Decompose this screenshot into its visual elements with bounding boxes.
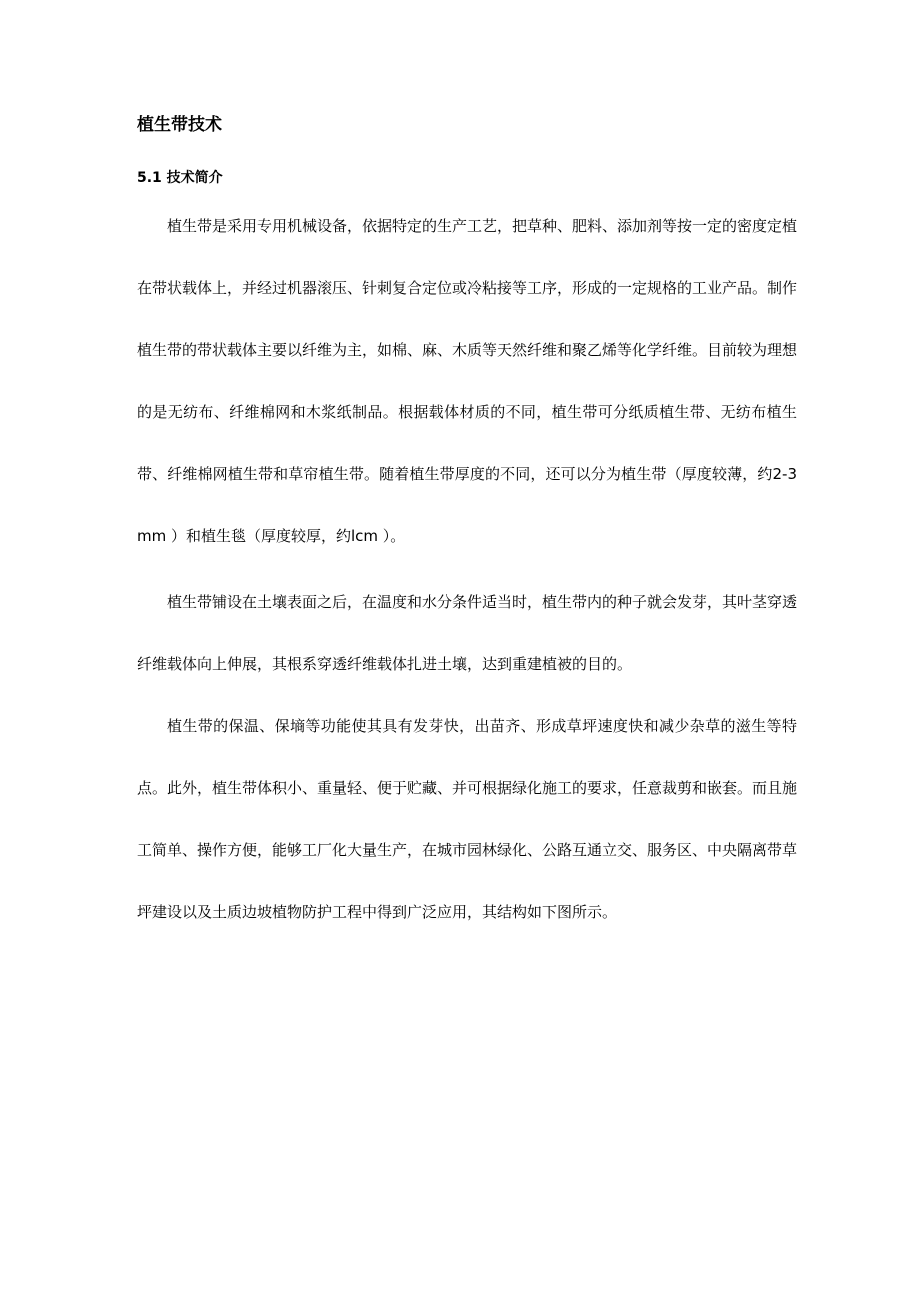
paragraph-germination: 植生带铺设在土壤表面之后，在温度和水分条件适当时，植生带内的种子就会发芽，其叶茎穿透纤维载体向上伸展，其根系穿透纤维载体扎进土壤，达到重建植被的目的。 [137, 593, 798, 673]
section-heading: 5.1 技术简介 [137, 170, 223, 186]
paragraph-features: 植生带的保温、保墒等功能使其具有发芽快，出苗齐、形成草坪速度快和减少杂草的滋生等特点。此外，植生带体积小、重量轻、便于贮藏、并可根据绿化施工的要求，任意裁剪和嵌套。而且施工简单、操作方便，能够工厂化大量生产，在城市园林绿化、公路互通立交、服务区、中央隔离带草坪建设以及土质边坡植物防护工程中得到广泛应用，其结构如下图所示。 [137, 717, 798, 921]
paragraph-intro: 植生带是采用专用机械设备，依据特定的生产工艺，把草种、肥料、添加剂等按一定的密度定植在带状载体上，并经过机器滚压、针刺复合定位或冷粘接等工序，形成的一定规格的工业产品。制作植生带的带状载体主要以纤维为主，如棉、麻、木质等天然纤维和聚乙烯等化学纤维。目前较为理想的是无纺布、纤维棉网和木浆纸制品。根据载体材质的不同，植生带可分纸质植生带、无纺布植生带、纤维棉网植生带和草帘植生带。随着植生带厚度的不同，还可以分为植生带（厚度较薄，约2-3mm ）和植生毯（厚度较厚，约lcm ）。 [137, 217, 798, 545]
document-title: 植生带技术 [137, 115, 222, 135]
